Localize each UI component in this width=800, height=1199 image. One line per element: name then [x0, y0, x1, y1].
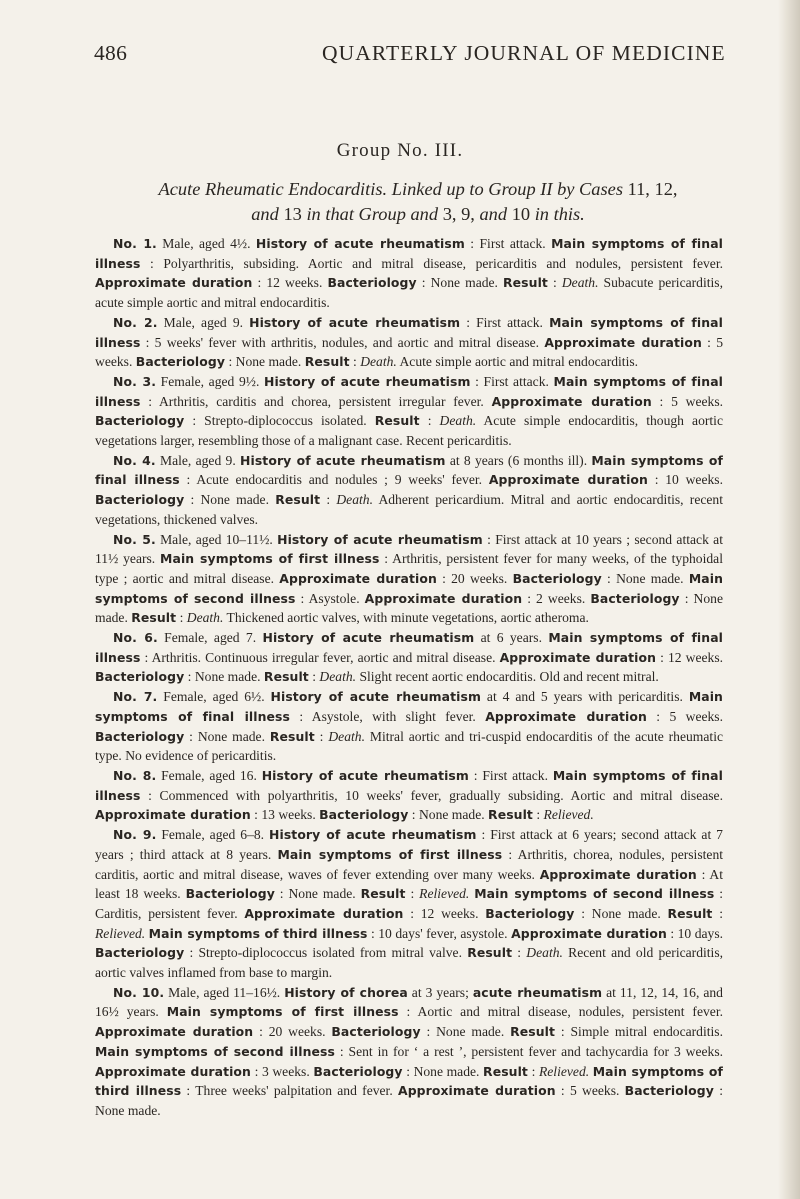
case-text: : First attack.: [470, 373, 554, 389]
case-text: Acute simple endocarditis, though aortic vegetations larger, resembling those of a malignant case. Recent pericarditis.: [95, 413, 723, 449]
group-subtitle: [112, 177, 724, 227]
case-field-label: Result: [263, 669, 309, 685]
case-text: : None made.: [402, 1063, 484, 1079]
subtitle-part: Acute Rheumatic Endocarditis.: [158, 179, 388, 199]
case-text: Female, aged 6½.: [157, 689, 271, 705]
case-text: : Acute endocarditis and nodules ; 9 weeks' fever.: [179, 472, 489, 488]
case-number: No. 1.: [113, 236, 157, 251]
case-list: [95, 234, 723, 1121]
case-field-label: Main symptoms of final illness: [95, 452, 723, 488]
case-text: : 10 days.: [666, 925, 724, 941]
case-text: : None made.: [184, 492, 276, 508]
case-text: Mitral aortic and tri-cuspid endocarditis of the acute rheumatic type. No evidence of pericarditis.: [95, 728, 724, 764]
case-field-label: History of acute rheumatism: [262, 630, 475, 646]
subtitle-part: in that Group and: [306, 204, 439, 224]
case-result-value: Relieved.: [543, 807, 594, 823]
case-text: : Polyarthritis, subsiding. Aortic and mitral disease, pericarditis and nodules, persistent fever.: [140, 255, 723, 271]
page-number: 486: [94, 41, 128, 65]
case-text: : Aortic and mitral disease, nodules, persistent fever.: [398, 1004, 723, 1020]
case-paragraph: [95, 628, 723, 687]
case-text: : 5 weeks.: [651, 393, 724, 409]
case-field-label: Main symptoms of second illness: [95, 1043, 335, 1059]
case-text: :: [527, 1063, 539, 1079]
case-field-label: Result: [269, 728, 315, 744]
case-text: Male, aged 9.: [155, 452, 241, 468]
case-number: No. 7.: [113, 689, 158, 705]
case-text: :: [547, 275, 562, 291]
case-field-label: Result: [275, 492, 321, 508]
case-text: : 20 weeks.: [436, 570, 513, 586]
case-field-label: Bacteriology: [95, 945, 185, 961]
case-text: :: [349, 354, 361, 370]
case-text: : First attack.: [468, 767, 553, 783]
case-text: Male, aged 4½.: [156, 236, 256, 251]
case-number: No. 5.: [113, 531, 156, 547]
case-text: Female, aged 16.: [156, 767, 262, 783]
case-field-label: Main symptoms of third illness: [95, 1063, 723, 1099]
case-text: : None made.: [184, 669, 264, 685]
case-field-label: Approximate duration: [539, 866, 697, 882]
case-text: : At least 18 weeks.: [95, 866, 723, 902]
case-field-label: Result: [510, 1024, 556, 1040]
case-result-value: Death.: [561, 275, 599, 291]
case-text: Slight recent aortic endocarditis. Old and recent mitral.: [356, 669, 659, 685]
case-result-value: Death.: [360, 354, 397, 370]
case-field-label: Bacteriology: [95, 669, 185, 685]
case-text: :: [405, 886, 420, 902]
case-text: : None made.: [420, 1024, 511, 1040]
case-text: :: [314, 728, 329, 744]
case-paragraph: [95, 766, 723, 825]
case-text: : Three weeks' palpitation and fever.: [181, 1083, 399, 1099]
case-field-label: Result: [488, 807, 533, 823]
case-text: : Arthritis, carditis and chorea, persistent irregular fever.: [140, 393, 492, 409]
running-header: [94, 41, 734, 71]
subtitle-part: and: [479, 204, 508, 224]
case-result-value: Relieved.: [538, 1063, 590, 1079]
case-number: No. 2.: [113, 314, 158, 330]
case-text: at 3 years;: [407, 984, 473, 1000]
case-field-label: Bacteriology: [95, 492, 185, 508]
case-field-label: History of acute rheumatism: [263, 373, 471, 389]
case-text: : None made.: [601, 570, 689, 586]
case-text: : 3 weeks.: [250, 1063, 314, 1079]
case-field-label: Bacteriology: [485, 905, 575, 921]
case-field-label: History of acute rheumatism: [261, 767, 469, 783]
case-field-label: Main symptoms of final illness: [95, 314, 723, 350]
case-number: No. 3.: [113, 373, 157, 389]
case-field-label: Main symptoms of third illness: [148, 925, 368, 941]
case-paragraph: [95, 825, 723, 983]
case-text: Subacute pericarditis, acute simple aortic and mitral endocarditis.: [95, 275, 723, 311]
case-field-label: Main symptoms of first illness: [166, 1004, 399, 1020]
case-text: : 5 weeks.: [555, 1083, 625, 1099]
case-text: : 5 weeks' fever with arthritis, nodules, and aortic and mitral disease.: [140, 334, 545, 350]
case-text: : Arthritis, chorea, nodules, persistent carditis, aortic and mitral disease, waves of fever extending over many weeks.: [95, 846, 724, 882]
subtitle-part: and: [251, 204, 279, 224]
case-field-label: History of acute rheumatism: [240, 452, 446, 468]
case-text: : Arthritis, persistent fever for many weeks, of the typhoidal type ; aortic and mitral disease.: [95, 551, 723, 586]
case-number: No. 4.: [113, 452, 156, 468]
case-field-label: Result: [483, 1063, 528, 1079]
case-text: at 6 years.: [474, 630, 549, 646]
case-text: : Commenced with polyarthritis, 10 weeks' fever, gradually subsiding. Aortic and mitral disease.: [140, 787, 723, 803]
case-text: at 8 years (6 months ill).: [445, 452, 592, 468]
case-field-label: Result: [667, 905, 713, 921]
case-field-label: Result: [304, 354, 350, 370]
case-result-value: Relieved.: [419, 886, 470, 902]
case-field-label: Main symptoms of second illness: [95, 570, 723, 606]
case-field-label: Bacteriology: [331, 1024, 421, 1040]
case-text: :: [512, 945, 527, 961]
case-field-label: Approximate duration: [279, 570, 437, 586]
case-text: : First attack.: [464, 236, 552, 251]
case-text: : 10 weeks.: [647, 472, 723, 488]
case-text: Acute simple aortic and mitral endocarditis.: [396, 354, 639, 370]
case-field-label: Approximate duration: [95, 1063, 251, 1079]
case-text: : 20 weeks.: [253, 1024, 332, 1040]
case-text: : Simple mitral endocarditis.: [555, 1024, 724, 1040]
case-number: No. 10.: [113, 984, 165, 1000]
case-field-label: History of acute rheumatism: [255, 236, 465, 251]
case-text: : First attack.: [460, 314, 550, 330]
case-result-value: Relieved.: [95, 925, 146, 941]
case-text: : 12 weeks.: [403, 905, 486, 921]
case-field-label: Result: [131, 610, 177, 626]
subtitle-case-numbers: 3, 9,: [442, 204, 475, 224]
case-number: No. 9.: [113, 827, 157, 843]
case-paragraph: [95, 687, 723, 766]
case-text: at 11, 12, 14, 16, and 16½ years.: [95, 984, 723, 1020]
case-text: Male, aged 9.: [157, 314, 250, 330]
case-field-label: Result: [360, 886, 406, 902]
case-text: : Arthritis. Continuous irregular fever, aortic and mitral disease.: [140, 649, 500, 665]
case-field-label: Main symptoms of final illness: [95, 630, 724, 665]
case-text: :: [320, 492, 337, 508]
case-field-label: Result: [467, 945, 513, 961]
case-text: Male, aged 10–11½.: [155, 531, 278, 547]
case-field-label: Approximate duration: [488, 472, 648, 488]
case-field-label: Main symptoms of first illness: [160, 551, 380, 567]
case-field-label: Main symptoms of first illness: [277, 846, 503, 862]
case-text: : None made.: [416, 275, 504, 291]
case-paragraph: [95, 530, 723, 629]
case-text: : 2 weeks.: [522, 590, 591, 606]
case-result-value: Death.: [319, 669, 357, 685]
case-field-label: Main symptoms of final illness: [95, 767, 723, 803]
case-field-label: Approximate duration: [491, 393, 652, 409]
case-text: : None made.: [574, 905, 668, 921]
case-text: : 12 weeks.: [656, 649, 724, 665]
case-field-label: Approximate duration: [95, 807, 251, 823]
case-text: :: [532, 807, 544, 823]
case-paragraph: [95, 372, 723, 451]
case-field-label: Bacteriology: [624, 1083, 714, 1099]
case-text: : None made.: [95, 590, 723, 626]
case-text: :: [712, 905, 723, 921]
journal-title: QUARTERLY JOURNAL OF MEDICINE: [322, 41, 726, 65]
case-field-label: History of acute rheumatism: [249, 314, 461, 330]
case-text: : Asystole.: [295, 590, 365, 606]
case-text: : 5 weeks.: [95, 334, 723, 370]
case-text: : None made.: [408, 807, 489, 823]
case-field-label: Bacteriology: [590, 590, 680, 606]
case-paragraph: [95, 313, 723, 372]
case-text: Female, aged 6–8.: [156, 827, 269, 843]
case-paragraph: [95, 234, 723, 313]
case-text: : 13 weeks.: [250, 807, 320, 823]
case-text: at 4 and 5 years with pericarditis.: [481, 689, 689, 705]
case-text: : Sent in for ‘ a rest ’, persistent fever and tachycardia for 3 weeks.: [334, 1043, 724, 1059]
case-field-label: History of chorea: [284, 984, 408, 1000]
subtitle-case-numbers: 13: [283, 204, 302, 224]
case-text: :: [176, 610, 187, 626]
case-field-label: Approximate duration: [95, 1024, 254, 1040]
case-result-value: Death.: [439, 413, 477, 429]
case-text: : First attack at 6 years; second attack at 7 years ; third attack at 8 years.: [95, 827, 723, 862]
case-field-label: Approximate duration: [499, 649, 657, 665]
case-text: : Asystole, with slight fever.: [290, 708, 486, 724]
case-field-label: Main symptoms of second illness: [474, 886, 715, 902]
case-text: : 5 weeks.: [646, 708, 723, 724]
subtitle-part: in this.: [534, 204, 585, 224]
case-result-value: Death.: [336, 492, 373, 508]
case-text: : 12 weeks.: [252, 275, 328, 291]
case-field-label: Approximate duration: [544, 334, 702, 350]
case-field-label: Result: [374, 413, 420, 429]
case-field-label: Bacteriology: [512, 570, 602, 586]
case-text: : None made.: [95, 1083, 723, 1118]
case-field-label: Bacteriology: [185, 886, 275, 902]
case-field-label: Bacteriology: [95, 728, 185, 744]
case-text: Male, aged 11–16½.: [164, 984, 285, 1000]
case-text: :: [419, 413, 440, 429]
case-text: Female, aged 7.: [157, 630, 263, 646]
case-field-label: History of acute rheumatism: [270, 689, 481, 705]
case-text: : 10 days' fever, asystole.: [367, 925, 512, 941]
case-text: : None made.: [184, 728, 270, 744]
case-text: Recent and old pericarditis, aortic valves inflamed from base to margin.: [95, 945, 724, 981]
case-text: : Carditis, persistent fever.: [95, 886, 724, 921]
case-field-label: Bacteriology: [319, 807, 409, 823]
case-text: Adherent pericardium. Mitral and aortic endocarditis, recent vegetations, thickened valves.: [95, 492, 723, 527]
case-field-label: Main symptoms of final illness: [95, 689, 723, 724]
case-field-label: Bacteriology: [135, 354, 226, 370]
case-field-label: Approximate duration: [364, 590, 523, 606]
case-field-label: Result: [503, 275, 548, 291]
case-text: : Strepto-diplococcus isolated from mitral valve.: [184, 945, 468, 961]
case-field-label: History of acute rheumatism: [269, 827, 477, 843]
case-field-label: History of acute rheumatism: [277, 531, 483, 547]
case-result-value: Death.: [526, 945, 563, 961]
case-text: : None made.: [225, 354, 305, 370]
case-text: : None made.: [274, 886, 361, 902]
case-text: :: [308, 669, 320, 685]
subtitle-case-numbers: 10: [511, 204, 531, 224]
case-text: : First attack at 10 years ; second attack at 11½ years.: [95, 531, 723, 567]
case-number: No. 6.: [113, 630, 158, 646]
case-text: : Strepto-diplococcus isolated.: [184, 413, 375, 429]
case-field-label: Main symptoms of final illness: [95, 236, 724, 271]
case-field-label: Main symptoms of final illness: [95, 373, 723, 409]
case-field-label: Bacteriology: [95, 413, 185, 429]
case-paragraph: [95, 451, 723, 530]
case-text: Thickened aortic valves, with minute vegetations, aortic atheroma.: [223, 610, 589, 626]
case-paragraph: [95, 983, 723, 1121]
case-text: Female, aged 9½.: [156, 373, 264, 389]
case-field-label: Approximate duration: [95, 275, 253, 291]
case-field-label: Approximate duration: [511, 925, 667, 941]
subtitle-case-numbers: 11, 12,: [627, 179, 678, 199]
case-field-label: Approximate duration: [398, 1083, 556, 1099]
case-field-label: Approximate duration: [485, 708, 647, 724]
case-field-label: Bacteriology: [327, 275, 417, 291]
page-binding-shadow: [778, 0, 800, 1199]
case-field-label: Bacteriology: [313, 1063, 403, 1079]
subtitle-part: Linked up to Group II by Cases: [391, 179, 623, 199]
case-result-value: Death.: [328, 728, 365, 744]
case-result-value: Death.: [186, 610, 224, 626]
case-number: No. 8.: [113, 767, 157, 783]
group-title: Group No. III.: [336, 140, 464, 161]
case-field-label: acute rheumatism: [472, 984, 603, 1000]
case-field-label: Approximate duration: [244, 905, 404, 921]
